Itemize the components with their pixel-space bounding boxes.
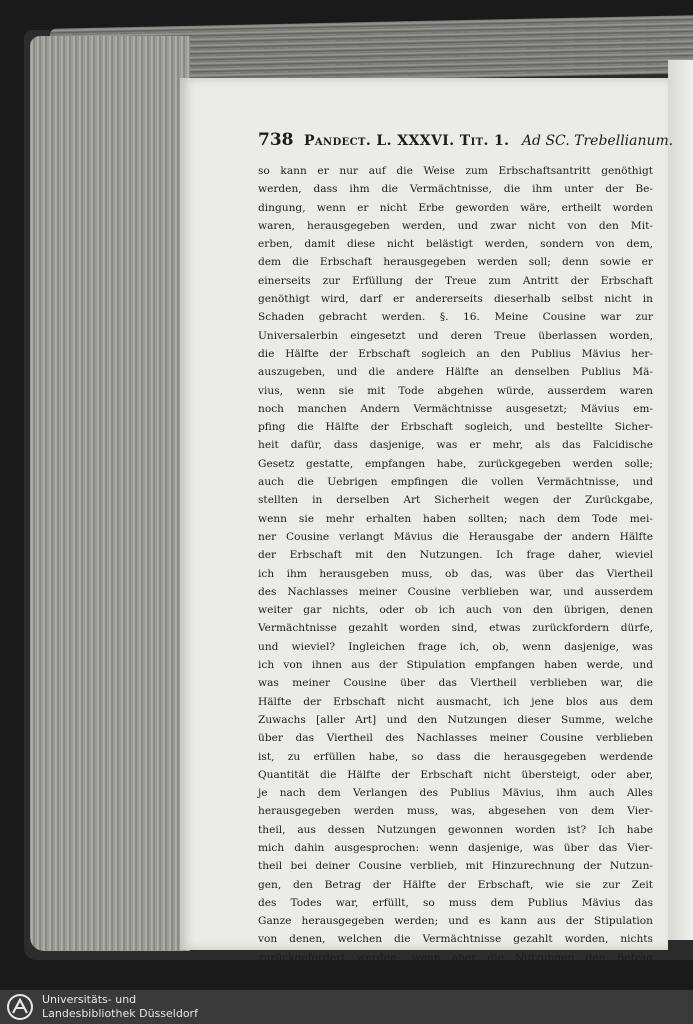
text-line: weiter gar nichts, oder ob ich auch von den übrigen, denen: [258, 604, 653, 617]
text-line: Universalerbin eingesetzt und deren Treue überlassen worden,: [258, 329, 653, 342]
library-name-line2: Landesbibliothek Düsseldorf: [42, 1007, 198, 1020]
text-line: Zuwachs [aller Art] und den Nutzungen dieser Summe, welche: [258, 713, 653, 726]
text-line: herausgegeben werden muss, was, abgesehen von dem Vier-: [258, 805, 653, 818]
text-line: je nach dem Verlangen des Publius Mävius, ihm auch Alles: [258, 787, 653, 800]
page-reference: Pandect. L. XXXVI. Tit. 1.: [303, 133, 510, 149]
text-line: was meiner Cousine über das Viertheil verblieben war, die: [258, 677, 653, 690]
text-line: einerseits zur Erfüllung der Treue zum Antritt der Erbschaft: [258, 274, 653, 287]
text-line: Vermächtnisse gezahlt worden sind, etwas zurückfordern dürfe,: [258, 622, 653, 635]
text-line: mich dahin ausgesprochen: wenn dasjenige, was über das Vier-: [258, 841, 653, 854]
text-line: waren, herausgegeben werden, und zwar nicht von den Mit-: [258, 219, 653, 232]
text-line: des Todes war, erfüllt, so muss dem Publius Mävius das: [258, 896, 653, 909]
book-page: [180, 78, 674, 983]
text-line: die Hälfte der Erbschaft sogleich an den Publius Mävius her-: [258, 347, 653, 360]
text-line: stellten in derselben Art Sicherheit wegen der Zurückgabe,: [258, 494, 653, 507]
text-line: erben, damit diese nicht belästigt werden, sondern von dem,: [258, 238, 653, 251]
text-line: vius, wenn sie mit Tode abgehen würde, ausserdem waren: [258, 384, 653, 397]
text-line: auszugeben, und die andere Hälfte an denselben Publius Mä-: [258, 366, 653, 379]
text-line: ner Cousine verlangt Mävius die Herausgabe der andern Hälfte: [258, 530, 653, 543]
text-line: ich von ihnen aus der Stipulation empfangen haben werde, und: [258, 659, 653, 672]
text-line: so kann er nur auf die Weise zum Erbschaftsantritt genöthigt: [258, 165, 653, 177]
text-line: ist, zu erfüllen habe, so dass die herausgegeben werdende: [258, 750, 653, 763]
text-line: heit dafür, dass dasjenige, was er mehr, als das Falcidische: [258, 439, 653, 452]
text-line: pfing die Hälfte der Erbschaft sogleich, und bestellte Sicher-: [258, 421, 653, 434]
book-right-edge: [668, 60, 693, 940]
text-line: theil, aus dessen Nutzungen gewonnen worden ist? Ich habe: [258, 823, 653, 836]
page-number: 738: [258, 130, 294, 150]
text-line: Schaden gebracht werden. §. 16. Meine Cousine war zur: [258, 311, 653, 324]
library-name: [42, 993, 198, 1021]
text-line: wenn sie mehr erhalten haben sollten; nach dem Tode mei-: [258, 512, 653, 525]
text-line: noch manchen Andern Vermächtnisse ausgesetzt; Mävius em-: [258, 402, 653, 415]
page-header: [258, 130, 674, 150]
text-line: von denen, welchen die Vermächtnisse gezahlt worden, nichts: [258, 933, 653, 946]
text-line: über das Viertheil des Nachlasses meiner Cousine verblieben: [258, 732, 653, 745]
ulb-duesseldorf-logo-icon: [6, 993, 34, 1021]
text-line: gen, den Betrag der Hälfte der Erbschaft, wie sie zur Zeit: [258, 878, 653, 891]
page-text: [258, 162, 653, 1004]
text-line: genöthigt wird, darf er andererseits dieserhalb selbst nicht in: [258, 293, 653, 306]
page-title: Ad SC. Trebellianum.: [521, 133, 674, 149]
text-line: des Nachlasses meiner Cousine verblieben war, und ausserdem: [258, 585, 653, 598]
text-line: zurückgefordert werden; wenn aber die Nutzungen den Betrag: [258, 951, 653, 964]
text-line: Quantität die Hälfte der Erbschaft nicht übersteigt, oder aber,: [258, 768, 653, 781]
text-line: auch die Uebrigen empfingen die vollen Vermächtnisse, und: [258, 476, 653, 489]
text-line: Hälfte der Erbschaft nicht ausmacht, ich jene blos aus dem: [258, 695, 653, 708]
library-footer: [0, 990, 693, 1024]
text-line: theil bei deiner Cousine verblieb, mit Hinzurechnung der Nutzun-: [258, 860, 653, 873]
text-line: Ganze herausgegeben werden; und es kann aus der Stipulation: [258, 915, 653, 928]
book-page-edges: [30, 36, 190, 951]
text-line: dingung, wenn er nicht Erbe geworden wäre, ertheilt worden: [258, 201, 653, 214]
text-line: der Hälfte übersteigen, so wird dies deinem Viertheile und: [258, 970, 653, 983]
text-line: und wieviel? Ingleichen frage ich, ob, wenn dasjenige, was: [258, 640, 653, 653]
text-line: Gesetz gestatte, empfangen habe, zurückgegeben werden solle;: [258, 457, 653, 470]
text-line: ich ihm herausgeben muss, ob das, was über das Viertheil: [258, 567, 653, 580]
library-name-line1: Universitäts- und: [42, 993, 137, 1006]
text-line: werden, dass ihm die Vermächtnisse, die ihm unter der Be-: [258, 183, 653, 196]
text-line: dem die Erbschaft herausgegeben werden soll; denn sowie er: [258, 256, 653, 269]
text-line: der Erbschaft mit den Nutzungen. Ich frage daher, wieviel: [258, 549, 653, 562]
